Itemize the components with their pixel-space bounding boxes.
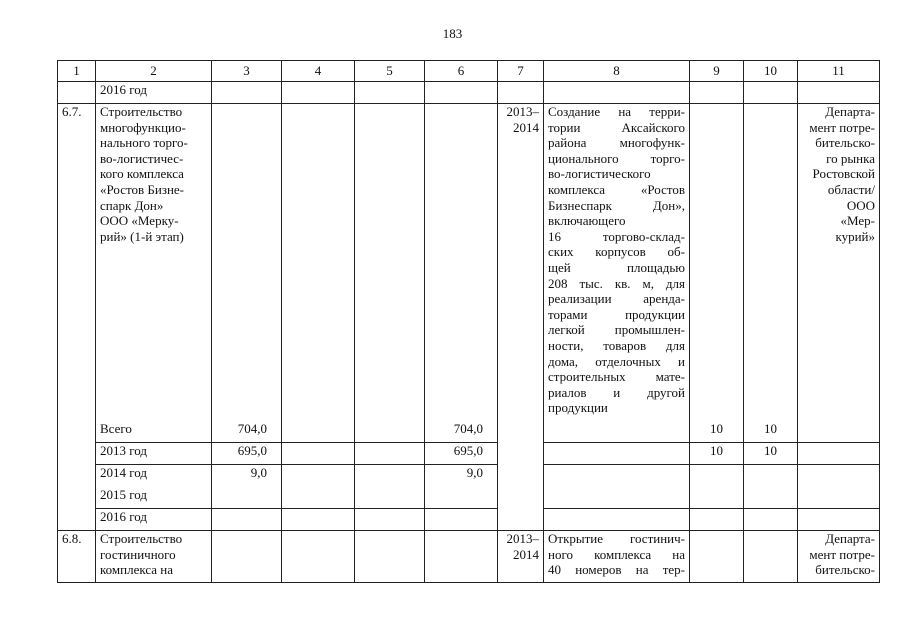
column-number: 8 <box>544 61 690 82</box>
measure-name: Строительство многофункцио- нального торго- во-логистичес- кого комплекса «Ростов Бизне- спарк Дон» ООО «Мерку- рий» (1-й этап) <box>96 104 212 421</box>
item-number: 6.8. <box>58 531 96 583</box>
budget-value: 695,0 <box>425 443 498 465</box>
total-value: 704,0 <box>212 421 282 443</box>
total-value: 9,0 <box>212 465 282 487</box>
column-number: 3 <box>212 61 282 82</box>
column-number: 1 <box>58 61 96 82</box>
executor-cell: Департа- мент потре- бительско- го рынка Ростовской области/ ООО «Мер- курий» <box>798 104 880 443</box>
result-description: Открытие гостинич- ного комплекса на 40 номеров на тер- <box>544 531 690 583</box>
finance-label: 2013 год <box>96 443 212 465</box>
period-cell: 2013– 2014 <box>498 104 544 531</box>
budget-value: 9,0 <box>425 465 498 487</box>
column-number: 10 <box>744 61 798 82</box>
year-cell: 2016 год <box>96 82 212 104</box>
column-number: 4 <box>282 61 355 82</box>
column-number: 5 <box>355 61 425 82</box>
table-row <box>58 509 880 531</box>
measure-name: Строительство гостиничного комплекса на <box>96 531 212 583</box>
period-cell: 2013– 2014 <box>498 531 544 583</box>
finance-label: 2015 год <box>96 487 212 509</box>
table-row <box>58 487 880 509</box>
table-row <box>58 82 880 104</box>
executor-cell: Департа- мент потре- бительско- <box>798 531 880 583</box>
indicator-value: 10 <box>744 443 798 465</box>
finance-label: 2016 год <box>96 509 212 531</box>
finance-label: 2014 год <box>96 465 212 487</box>
item-number: 6.7. <box>58 104 96 531</box>
result-description: Создание на терри- тории Аксайского района многофунк- ционального торго- во-логистического комплекса «Ростов Бизнеспарк Дон», включающего 16 торгово-склад- ских корпусов об- щей площадью 208 тыс. кв. м, для реализации аренда- торами продукции легкой промышлен- ности, товаров для дома, отделочных и строительных мате- риалов и другой продукции <box>544 104 690 421</box>
page-number: 183 <box>442 26 463 41</box>
table-row <box>58 443 880 465</box>
column-number: 9 <box>690 61 744 82</box>
program-table <box>57 60 880 583</box>
budget-value: 704,0 <box>425 421 498 443</box>
table-row <box>58 421 880 443</box>
column-number-row <box>58 61 880 82</box>
table-row <box>58 465 880 487</box>
finance-label: Всего <box>96 421 212 443</box>
total-value: 695,0 <box>212 443 282 465</box>
indicator-value: 10 <box>690 421 744 443</box>
column-number: 7 <box>498 61 544 82</box>
column-number: 6 <box>425 61 498 82</box>
table-row <box>58 531 880 583</box>
column-number: 11 <box>798 61 880 82</box>
indicator-value: 10 <box>690 443 744 465</box>
indicator-value: 10 <box>744 421 798 443</box>
table-row <box>58 104 880 421</box>
column-number: 2 <box>96 61 212 82</box>
